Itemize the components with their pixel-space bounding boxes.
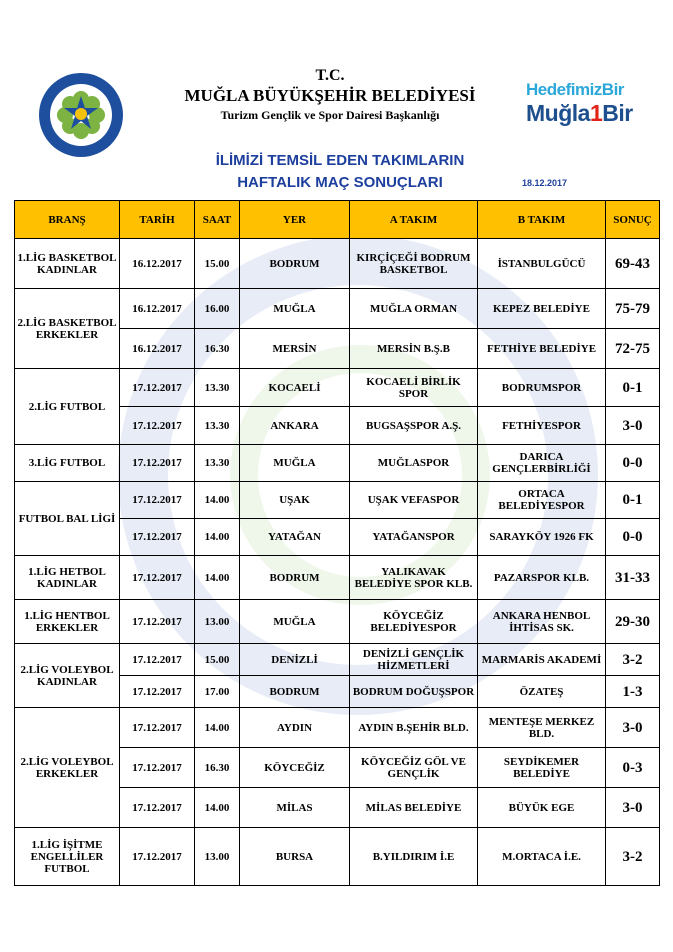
municipality-logo: [38, 72, 124, 158]
team-a-cell: BODRUM DOĞUŞSPOR: [350, 676, 478, 708]
team-b-cell: SEYDİKEMER BELEDİYE: [478, 748, 606, 788]
team-a-cell: DENİZLİ GENÇLİK HİZMETLERİ: [350, 644, 478, 676]
result-cell: 69-43: [606, 239, 660, 289]
place-cell: BODRUM: [240, 676, 350, 708]
place-cell: BODRUM: [240, 239, 350, 289]
branch-cell: 2.LİG VOLEYBOL ERKEKLER: [15, 708, 120, 828]
col-date: TARİH: [120, 201, 195, 239]
date-cell: 17.12.2017: [120, 519, 195, 556]
header: [140, 66, 520, 124]
branch-cell: 1.LİG İŞİTME ENGELLİLER FUTBOL: [15, 828, 120, 886]
place-cell: MERSİN: [240, 329, 350, 369]
time-cell: 14.00: [195, 788, 240, 828]
place-cell: MUĞLA: [240, 600, 350, 644]
time-cell: 13.30: [195, 445, 240, 482]
table-row: [15, 828, 660, 886]
team-a-cell: BUGSAŞSPOR A.Ş.: [350, 407, 478, 445]
time-cell: 13.00: [195, 600, 240, 644]
result-cell: 0-1: [606, 369, 660, 407]
results-body: [15, 239, 660, 886]
team-a-cell: KÖYCEĞİZ BELEDİYESPOR: [350, 600, 478, 644]
team-b-cell: MARMARİS AKADEMİ: [478, 644, 606, 676]
col-team-a: A TAKIM: [350, 201, 478, 239]
result-cell: 75-79: [606, 289, 660, 329]
time-cell: 13.30: [195, 369, 240, 407]
result-cell: 0-0: [606, 519, 660, 556]
table-row: [15, 708, 660, 748]
date-cell: 17.12.2017: [120, 788, 195, 828]
time-cell: 16.30: [195, 748, 240, 788]
branch-cell: 3.LİG FUTBOL: [15, 445, 120, 482]
team-a-cell: B.YILDIRIM İ.E: [350, 828, 478, 886]
col-branch: BRANŞ: [15, 201, 120, 239]
time-cell: 16.30: [195, 329, 240, 369]
col-team-b: B TAKIM: [478, 201, 606, 239]
place-cell: KÖYCEĞİZ: [240, 748, 350, 788]
team-b-cell: FETHİYE BELEDİYE: [478, 329, 606, 369]
team-b-cell: SARAYKÖY 1926 FK: [478, 519, 606, 556]
date-cell: 17.12.2017: [120, 600, 195, 644]
report-date: 18.12.2017: [522, 178, 568, 188]
header-line1: T.C.: [315, 67, 345, 84]
date-cell: 17.12.2017: [120, 708, 195, 748]
table-row: [15, 289, 660, 329]
team-a-cell: YATAĞANSPOR: [350, 519, 478, 556]
date-cell: 17.12.2017: [120, 748, 195, 788]
date-cell: 16.12.2017: [120, 329, 195, 369]
time-cell: 13.30: [195, 407, 240, 445]
team-b-cell: BODRUMSPOR: [478, 369, 606, 407]
team-b-cell: BÜYÜK EGE: [478, 788, 606, 828]
team-a-cell: MİLAS BELEDİYE: [350, 788, 478, 828]
title-line2: HAFTALIK MAÇ SONUÇLARI: [237, 174, 443, 191]
col-place: YER: [240, 201, 350, 239]
place-cell: YATAĞAN: [240, 519, 350, 556]
time-cell: 16.00: [195, 289, 240, 329]
team-a-cell: KIRÇİÇEĞİ BODRUM BASKETBOL: [350, 239, 478, 289]
date-cell: 17.12.2017: [120, 445, 195, 482]
table-row: [15, 369, 660, 407]
place-cell: MUĞLA: [240, 445, 350, 482]
table-row: [15, 482, 660, 519]
team-b-cell: FETHİYESPOR: [478, 407, 606, 445]
place-cell: DENİZLİ: [240, 644, 350, 676]
place-cell: AYDIN: [240, 708, 350, 748]
result-cell: 1-3: [606, 676, 660, 708]
col-time: SAAT: [195, 201, 240, 239]
result-cell: 3-2: [606, 644, 660, 676]
team-a-cell: KÖYCEĞİZ GÖL VE GENÇLİK: [350, 748, 478, 788]
place-cell: ANKARA: [240, 407, 350, 445]
result-cell: 72-75: [606, 329, 660, 369]
branch-cell: 1.LİG HENTBOL ERKEKLER: [15, 600, 120, 644]
date-cell: 17.12.2017: [120, 644, 195, 676]
time-cell: 14.00: [195, 708, 240, 748]
branch-cell: 2.LİG BASKETBOL ERKEKLER: [15, 289, 120, 369]
time-cell: 14.00: [195, 482, 240, 519]
header-line3: Turizm Gençlik ve Spor Dairesi Başkanlığı: [220, 108, 440, 122]
team-b-cell: MENTEŞE MERKEZ BLD.: [478, 708, 606, 748]
time-cell: 15.00: [195, 644, 240, 676]
result-cell: 3-0: [606, 788, 660, 828]
result-cell: 29-30: [606, 600, 660, 644]
place-cell: MUĞLA: [240, 289, 350, 329]
time-cell: 14.00: [195, 519, 240, 556]
result-cell: 0-3: [606, 748, 660, 788]
branch-cell: 2.LİG FUTBOL: [15, 369, 120, 445]
date-cell: 17.12.2017: [120, 482, 195, 519]
time-cell: 17.00: [195, 676, 240, 708]
table-row: [15, 600, 660, 644]
place-cell: UŞAK: [240, 482, 350, 519]
team-b-cell: PAZARSPOR KLB.: [478, 556, 606, 600]
branch-cell: 2.LİG VOLEYBOL KADINLAR: [15, 644, 120, 708]
result-cell: 0-0: [606, 445, 660, 482]
table-row: [15, 644, 660, 676]
table-row: [15, 556, 660, 600]
team-a-cell: UŞAK VEFASPOR: [350, 482, 478, 519]
time-cell: 13.00: [195, 828, 240, 886]
place-cell: MİLAS: [240, 788, 350, 828]
team-b-cell: DARICA GENÇLERBİRLİĞİ: [478, 445, 606, 482]
results-table: [14, 200, 660, 886]
slogan-line1: HedefimizBir: [526, 80, 624, 99]
branch-cell: FUTBOL BAL LİGİ: [15, 482, 120, 556]
team-a-cell: MUĞLA ORMAN: [350, 289, 478, 329]
slogan: [526, 80, 633, 126]
team-b-cell: KEPEZ BELEDİYE: [478, 289, 606, 329]
branch-cell: 1.LİG BASKETBOL KADINLAR: [15, 239, 120, 289]
result-cell: 31-33: [606, 556, 660, 600]
date-cell: 17.12.2017: [120, 407, 195, 445]
date-cell: 17.12.2017: [120, 556, 195, 600]
team-b-cell: M.ORTACA İ.E.: [478, 828, 606, 886]
team-b-cell: ÖZATEŞ: [478, 676, 606, 708]
team-a-cell: AYDIN B.ŞEHİR BLD.: [350, 708, 478, 748]
table-row: [15, 239, 660, 289]
team-a-cell: KOCAELİ BİRLİK SPOR: [350, 369, 478, 407]
branch-cell: 1.LİG HETBOL KADINLAR: [15, 556, 120, 600]
col-result: SONUÇ: [606, 201, 660, 239]
date-cell: 16.12.2017: [120, 239, 195, 289]
table-header-row: [15, 201, 660, 239]
date-cell: 17.12.2017: [120, 676, 195, 708]
result-cell: 3-0: [606, 407, 660, 445]
time-cell: 14.00: [195, 556, 240, 600]
result-cell: 0-1: [606, 482, 660, 519]
team-a-cell: MERSİN B.Ş.B: [350, 329, 478, 369]
time-cell: 15.00: [195, 239, 240, 289]
place-cell: BURSA: [240, 828, 350, 886]
date-cell: 17.12.2017: [120, 369, 195, 407]
result-cell: 3-2: [606, 828, 660, 886]
table-row: [15, 445, 660, 482]
document-title: [160, 150, 520, 194]
team-b-cell: ORTACA BELEDİYESPOR: [478, 482, 606, 519]
team-b-cell: İSTANBULGÜCÜ: [478, 239, 606, 289]
date-cell: 17.12.2017: [120, 828, 195, 886]
title-line1: İLİMİZİ TEMSİL EDEN TAKIMLARIN: [215, 152, 465, 169]
team-a-cell: YALIKAVAK BELEDİYE SPOR KLB.: [350, 556, 478, 600]
header-line2: MUĞLA BÜYÜKŞEHİR BELEDİYESİ: [184, 86, 476, 105]
place-cell: KOCAELİ: [240, 369, 350, 407]
slogan-line2: Muğla1Bir: [526, 100, 633, 126]
team-a-cell: MUĞLASPOR: [350, 445, 478, 482]
place-cell: BODRUM: [240, 556, 350, 600]
result-cell: 3-0: [606, 708, 660, 748]
date-cell: 16.12.2017: [120, 289, 195, 329]
team-b-cell: ANKARA HENBOL İHTİSAS SK.: [478, 600, 606, 644]
